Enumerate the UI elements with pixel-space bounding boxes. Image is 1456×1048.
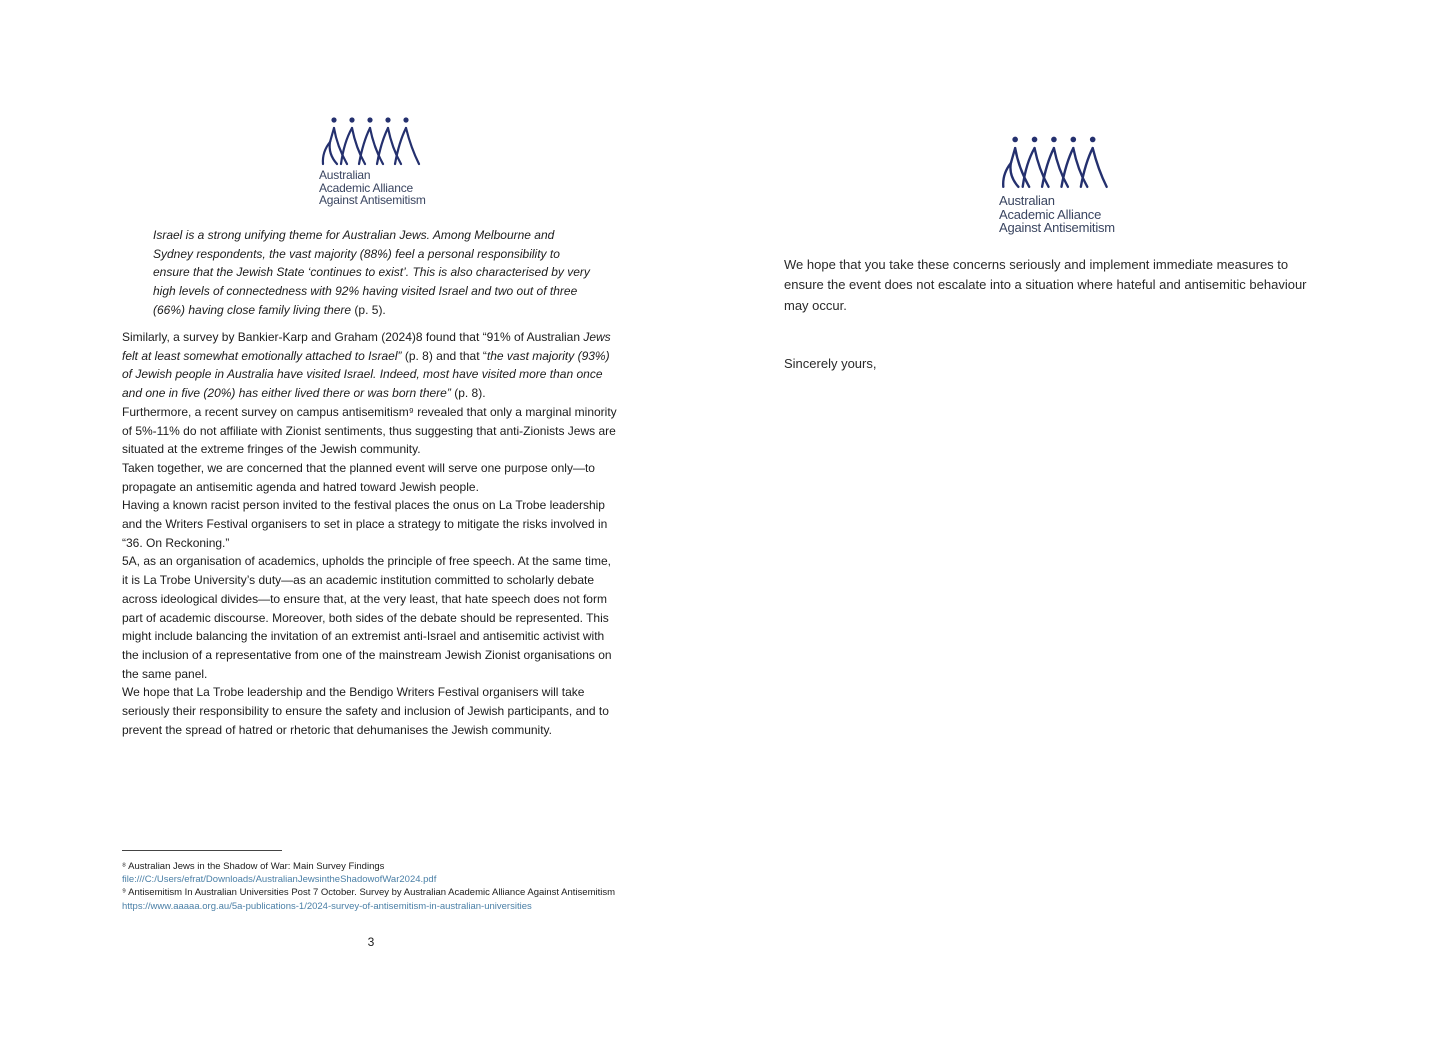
aaaaa-figures-logo-icon: [999, 133, 1111, 189]
footnote-9-link[interactable]: https://www.aaaaa.org.au/5a-publications-1/2024-survey-of-antisemitism-in-australian-universities: [122, 900, 532, 912]
paragraph-text: (p. 8).: [450, 386, 486, 401]
paragraph-hope-la-trobe: We hope that La Trobe leadership and the Bendigo Writers Festival organisers will take seriously their responsibility to ensure the safety and inclusion of Jewish participants, and to prevent the spread of hatred or rhetoric that dehumanises the Jewish community.: [122, 685, 609, 737]
paragraph-taken-together: Taken together, we are concerned that the planned event will serve one purpose only—to propagate an antisemitic agenda and hatred toward Jewish people.: [122, 460, 595, 494]
logo-line-3: Against Antisemitism: [999, 220, 1115, 236]
logo-line-1: Australian: [319, 168, 371, 182]
signoff: Sincerely yours,: [784, 356, 877, 371]
survey-quote-citation: (p. 5).: [351, 302, 386, 317]
footnotes: [122, 850, 622, 913]
paragraph-quote: Jews felt at least somewhat emotionally attached to Israel”: [122, 330, 611, 363]
closing-paragraph: [784, 255, 1324, 316]
survey-quote-text: Israel is a strong unifying theme for Australian Jews. Among Melbourne and Sydney respondents, the vast majority (88%) feel a personal responsibility to ensure that the Jewish State ‘continues to exist’. This is also characterised by very high levels of connectedness with 92% having visited Israel and two out of three (66%) having close family living there: [153, 228, 590, 317]
aaaaa-logo: [999, 133, 1115, 235]
footnote-9: [122, 886, 622, 912]
paragraph-campus-survey: Furthermore, a recent survey on campus antisemitism⁹ revealed that only a marginal minority of 5%-11% do not affiliate with Zionist sentiments, thus suggesting that anti-Zionists Jews are situated at the extreme fringes of the Jewish community.: [122, 404, 617, 457]
footnote-divider: [122, 850, 282, 851]
paragraph-racist-invite: Having a known racist person invited to the festival places the onus on La Trobe leadership and the Writers Festival organisers to set in place a strategy to mitigate the risks involved in “36. On Reckoning.”: [122, 498, 608, 550]
survey-quote: [153, 226, 593, 320]
logo-line-2: Academic Alliance: [319, 180, 413, 195]
paragraph-bankier-karp: [122, 328, 620, 403]
footnote-8-link[interactable]: file:///C:/Users/efrat/Downloads/AustralianJewsintheShadowofWar2024.pdf: [122, 874, 437, 886]
aaaaa-figures-logo-icon: [319, 114, 423, 166]
logo-line-2: Academic Alliance: [999, 206, 1102, 222]
aaaaa-logo: [319, 114, 426, 207]
paragraph-text: (p. 8) and that “: [401, 348, 487, 363]
paragraph-free-speech: 5A, as an organisation of academics, upholds the principle of free speech. At the same time, it is La Trobe University’s duty—as an academic institution committed to scholarly debate across ideological divides—to ensure that, at the very least, that hate speech does not form part of academic discourse. Moreover, both sides of the debate should be represented. This might include balancing the invitation of an extremist anti-Israel and antisemitic activist with the inclusion of a representative from one of the mainstream Jewish Zionist organisations on the same panel.: [122, 554, 612, 681]
paragraph-quote: the vast majority (93%) of Jewish people in Australia have visited Israel. Indeed, most have visited more than once and one in five (20%) has either lived there or was born there”: [122, 348, 610, 401]
paragraph-text: Similarly, a survey by Bankier-Karp and Graham (2024)8 found that “91% of Australian: [122, 330, 584, 344]
footnote-8: ⁸ Australian Jews in the Shadow of War: Main Survey Findings: [122, 861, 385, 872]
paragraph-hope-concerns: We hope that you take these concerns seriously and implement immediate measures to ensure the event does not escalate into a situation where hateful and antisemitic behaviour may occur.: [784, 257, 1307, 313]
logo-line-1: Australian: [999, 193, 1055, 208]
footnote-9-text: ⁹ Antisemitism In Australian Universities Post 7 October. Survey by Australian Academic Alliance Against Antisemitism: [122, 887, 616, 899]
logo-wordmark: [999, 194, 1115, 235]
right-page: [728, 0, 1456, 1048]
logo-wordmark: [319, 169, 426, 207]
logo-line-3: Against Antisemitism: [319, 193, 426, 208]
body-text: [122, 328, 620, 739]
page-number: 3: [367, 935, 375, 949]
